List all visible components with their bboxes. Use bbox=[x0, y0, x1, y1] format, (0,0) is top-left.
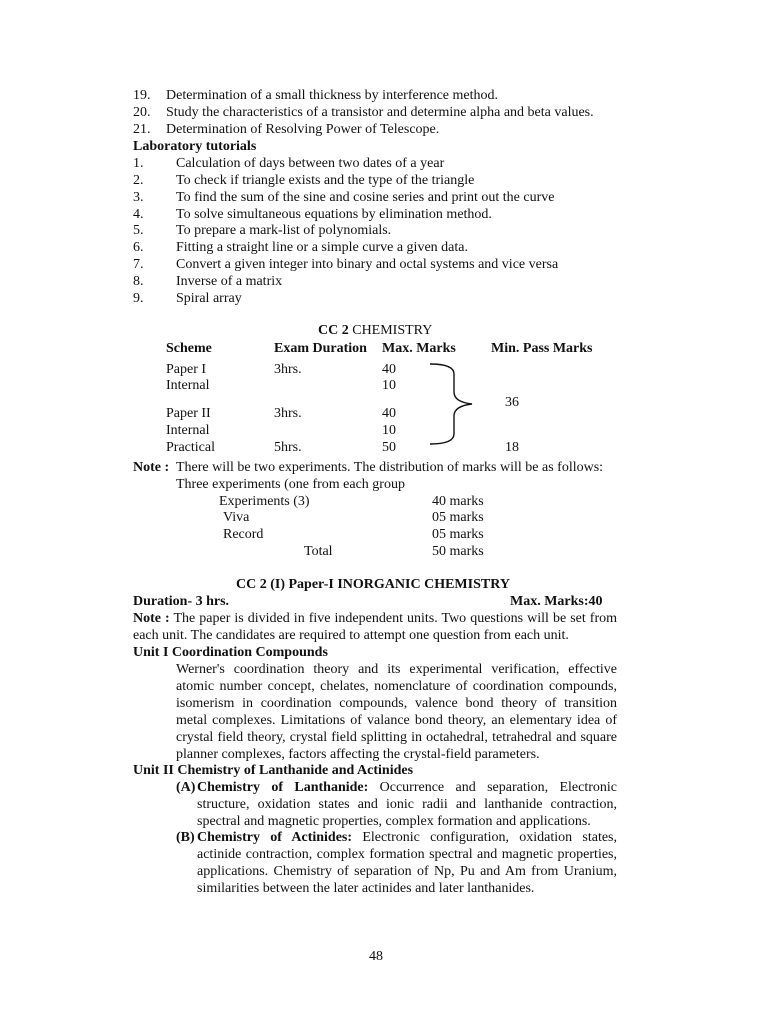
unit1-heading: Unit I Coordination Compounds bbox=[133, 645, 328, 660]
practical-pass-marks: 18 bbox=[505, 440, 519, 455]
list-number: 6. bbox=[133, 240, 144, 255]
list-number: 20. bbox=[133, 105, 151, 120]
paper-note: Note : The paper is divided in five independent units. Two questions will be set from each unit. The candidates are required to attempt one question from each unit. bbox=[133, 611, 618, 643]
column-header: Max. Marks bbox=[382, 341, 456, 356]
list-number: 7. bbox=[133, 257, 144, 272]
list-item: Calculation of days between two dates of a year bbox=[176, 156, 445, 171]
note-text: There will be two experiments. The distribution of marks will be as follows: bbox=[176, 460, 604, 475]
list-number: 4. bbox=[133, 207, 144, 222]
table-cell: 10 bbox=[382, 423, 396, 438]
paper-max-marks: Max. Marks:40 bbox=[510, 594, 603, 609]
list-number: 2. bbox=[133, 173, 144, 188]
note-label: Note : bbox=[133, 460, 170, 475]
column-header: Scheme bbox=[166, 341, 212, 356]
list-item: To prepare a mark-list of polynomials. bbox=[176, 223, 392, 238]
unit2-heading: Unit II Chemistry of Lanthanide and Actinides bbox=[133, 763, 414, 778]
list-item: Spiral array bbox=[176, 291, 242, 306]
marks-value: 05 marks bbox=[432, 527, 484, 542]
section-text: Chemistry of Lanthanide: Occurrence and separation, Electronic structure, oxidation states and ionic radii and lanthanide contraction, spectral and magnetic properties, complex formation and applications. bbox=[197, 780, 617, 829]
paper-duration: Duration- 3 hrs. bbox=[133, 594, 230, 609]
marks-item: Viva bbox=[223, 510, 250, 525]
table-cell: Paper I bbox=[166, 362, 207, 377]
scheme-title: CC 2 CHEMISTRY bbox=[318, 323, 433, 338]
list-number: 19. bbox=[133, 88, 151, 103]
list-item: Determination of Resolving Power of Telescope. bbox=[166, 122, 440, 137]
table-cell: Internal bbox=[166, 423, 210, 438]
list-number: 5. bbox=[133, 223, 144, 238]
list-item: Convert a given integer into binary and octal systems and vice versa bbox=[176, 257, 559, 272]
theory-pass-marks: 36 bbox=[505, 395, 519, 410]
column-header: Min. Pass Marks bbox=[491, 341, 593, 356]
list-number: 21. bbox=[133, 122, 151, 137]
section-text: Chemistry of Actinides: Electronic configuration, oxidation states, actinide contraction, complex formation spectral and magnetic properties, applications. Chemistry of separation of Np, Pu and Am from Uranium, similarities between the later actinides and later lanthanides. bbox=[197, 830, 618, 896]
table-cell: 10 bbox=[382, 378, 396, 393]
table-cell: 3hrs. bbox=[274, 406, 302, 421]
column-header: Exam Duration bbox=[274, 341, 367, 356]
list-item: Determination of a small thickness by interference method. bbox=[166, 88, 499, 103]
table-cell: 50 bbox=[382, 440, 396, 455]
table-cell: 5hrs. bbox=[274, 440, 302, 455]
table-cell: Practical bbox=[166, 440, 215, 455]
page-number: 48 bbox=[369, 949, 383, 964]
marks-total-value: 50 marks bbox=[432, 544, 484, 559]
table-cell: 3hrs. bbox=[274, 362, 302, 377]
paper-title: CC 2 (I) Paper-I INORGANIC CHEMISTRY bbox=[236, 577, 510, 592]
list-number: 1. bbox=[133, 156, 144, 171]
table-cell: 40 bbox=[382, 406, 396, 421]
curly-brace-icon bbox=[428, 362, 476, 446]
list-item: Fitting a straight line or a simple curve a given data. bbox=[176, 240, 468, 255]
section-label: (A) bbox=[176, 780, 196, 795]
list-number: 9. bbox=[133, 291, 144, 306]
marks-value: 40 marks bbox=[432, 494, 484, 509]
table-cell: Internal bbox=[166, 378, 210, 393]
list-item: Inverse of a matrix bbox=[176, 274, 283, 289]
marks-item: Record bbox=[223, 527, 264, 542]
section-label: (B) bbox=[176, 830, 195, 845]
marks-item: Experiments (3) bbox=[219, 494, 310, 509]
table-cell: Paper II bbox=[166, 406, 211, 421]
lab-tutorials-heading: Laboratory tutorials bbox=[133, 139, 257, 154]
unit1-text: Werner's coordination theory and its experimental verification, effective atomic number concept, chelates, nomenclature of coordination compounds, isomerism in coordination compounds, valence bond theory of transition metal complexes. Limitations of valance bond theory, an elementary idea of crystal field theory, crystal field splitting in octahedral, tetrahedral and square planner complexes, factors affecting the crystal-field parameters. bbox=[176, 662, 617, 762]
note-line: Three experiments (one from each group bbox=[176, 477, 405, 492]
marks-value: 05 marks bbox=[432, 510, 484, 525]
list-item: To check if triangle exists and the type of the triangle bbox=[176, 173, 475, 188]
list-item: Study the characteristics of a transistor and determine alpha and beta values. bbox=[166, 105, 594, 120]
list-item: To solve simultaneous equations by elimination method. bbox=[176, 207, 492, 222]
list-number: 8. bbox=[133, 274, 144, 289]
table-cell: 40 bbox=[382, 362, 396, 377]
list-number: 3. bbox=[133, 190, 144, 205]
marks-total-label: Total bbox=[304, 544, 333, 559]
list-item: To find the sum of the sine and cosine series and print out the curve bbox=[176, 190, 555, 205]
